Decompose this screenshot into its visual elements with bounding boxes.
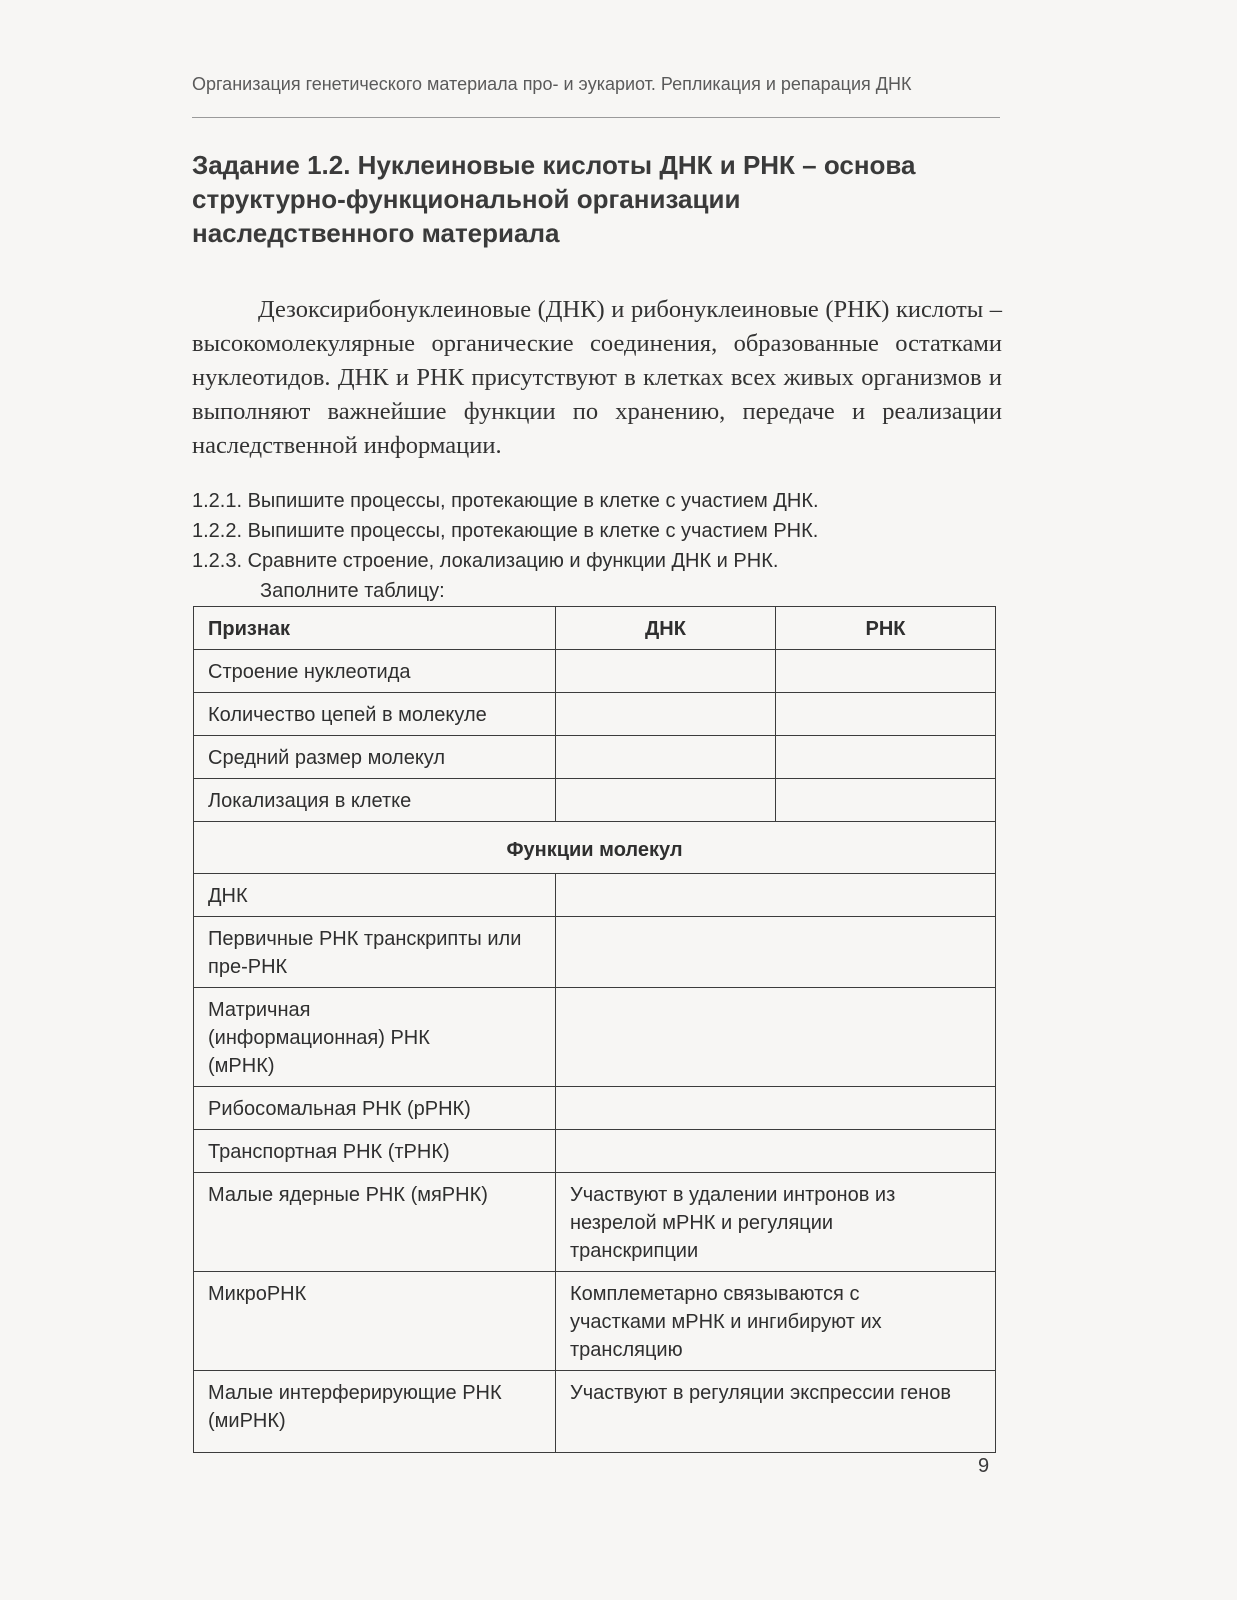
function-name-cell: Рибосомальная РНК (рРНК) xyxy=(194,1087,556,1130)
function-value-cell: Комплеметарно связываются с участками мРНК и ингибируют их трансляцию xyxy=(556,1272,996,1371)
function-value-cell: Участвуют в удалении интронов из незрелой мРНК и регуляции транскрипции xyxy=(556,1173,996,1272)
header-divider xyxy=(192,117,1000,118)
feature-cell: Количество цепей в молекуле xyxy=(194,693,556,736)
function-name-cell: Малые ядерные РНК (мяРНК) xyxy=(194,1173,556,1272)
table-header-row xyxy=(194,607,996,650)
running-header: Организация генетического материала про- и эукариот. Репликация и репарация ДНК xyxy=(192,74,912,94)
task-item-continuation: Заполните таблицу: xyxy=(260,580,445,602)
table-row xyxy=(194,736,996,779)
task-title-line: структурно-функциональной организации xyxy=(192,184,741,214)
table-row xyxy=(194,650,996,693)
function-name-cell: Малые интерферирующие РНК (миРНК) xyxy=(194,1371,556,1453)
table-row xyxy=(194,1087,996,1130)
function-value-cell[interactable] xyxy=(556,874,996,917)
function-name-cell: Матричная (информационная) РНК (мРНК) xyxy=(194,988,556,1087)
task-list xyxy=(192,486,1002,606)
task-title xyxy=(192,148,992,250)
function-value-cell[interactable] xyxy=(556,1087,996,1130)
table-row xyxy=(194,1272,996,1371)
rna-cell[interactable] xyxy=(776,693,996,736)
table-row xyxy=(194,1371,996,1453)
page-number: 9 xyxy=(978,1455,990,1477)
table-row xyxy=(194,874,996,917)
function-name-cell: Транспортная РНК (тРНК) xyxy=(194,1130,556,1173)
table-row xyxy=(194,1173,996,1272)
feature-cell: Строение нуклеотида xyxy=(194,650,556,693)
function-value-cell[interactable] xyxy=(556,917,996,988)
function-value-cell: Участвуют в регуляции экспрессии генов xyxy=(556,1371,996,1453)
dna-cell[interactable] xyxy=(556,779,776,822)
table-row xyxy=(194,693,996,736)
feature-cell: Локализация в клетке xyxy=(194,779,556,822)
intro-paragraph: Дезоксирибонуклеиновые (ДНК) и рибонуклеиновые (РНК) кислоты – высокомолекулярные органические соединения, образованные остатками нуклеотидов. ДНК и РНК присутствуют в клетках всех живых организмов и выполняют важнейшие функции по хранению, передаче и реализации наследственной информации. xyxy=(192,296,1002,459)
section-row xyxy=(194,822,996,874)
table-row xyxy=(194,917,996,988)
rna-cell[interactable] xyxy=(776,779,996,822)
task-item: 1.2.2. Выпишите процессы, протекающие в клетке с участием РНК. xyxy=(192,520,819,542)
dna-cell[interactable] xyxy=(556,693,776,736)
header-cell-rna: РНК xyxy=(776,607,996,650)
section-title: Функции молекул xyxy=(194,822,996,874)
function-value-cell[interactable] xyxy=(556,988,996,1087)
function-name-cell: Первичные РНК транскрипты или пре-РНК xyxy=(194,917,556,988)
dna-cell[interactable] xyxy=(556,736,776,779)
task-title-line: Задание 1.2. Нуклеиновые кислоты ДНК и РНК – основа xyxy=(192,150,916,180)
header-cell-feature: Признак xyxy=(194,607,556,650)
rna-cell[interactable] xyxy=(776,736,996,779)
table-row xyxy=(194,779,996,822)
function-name-cell: МикроРНК xyxy=(194,1272,556,1371)
rna-cell[interactable] xyxy=(776,650,996,693)
task-item: 1.2.1. Выпишите процессы, протекающие в клетке с участием ДНК. xyxy=(192,490,819,512)
feature-cell: Средний размер молекул xyxy=(194,736,556,779)
table-row xyxy=(194,988,996,1087)
header-cell-dna: ДНК xyxy=(556,607,776,650)
comparison-table xyxy=(193,606,996,1453)
function-name-cell: ДНК xyxy=(194,874,556,917)
dna-cell[interactable] xyxy=(556,650,776,693)
task-title-line: наследственного материала xyxy=(192,218,560,248)
table-row xyxy=(194,1130,996,1173)
function-value-cell[interactable] xyxy=(556,1130,996,1173)
task-item: 1.2.3. Сравните строение, локализацию и функции ДНК и РНК. xyxy=(192,550,779,572)
